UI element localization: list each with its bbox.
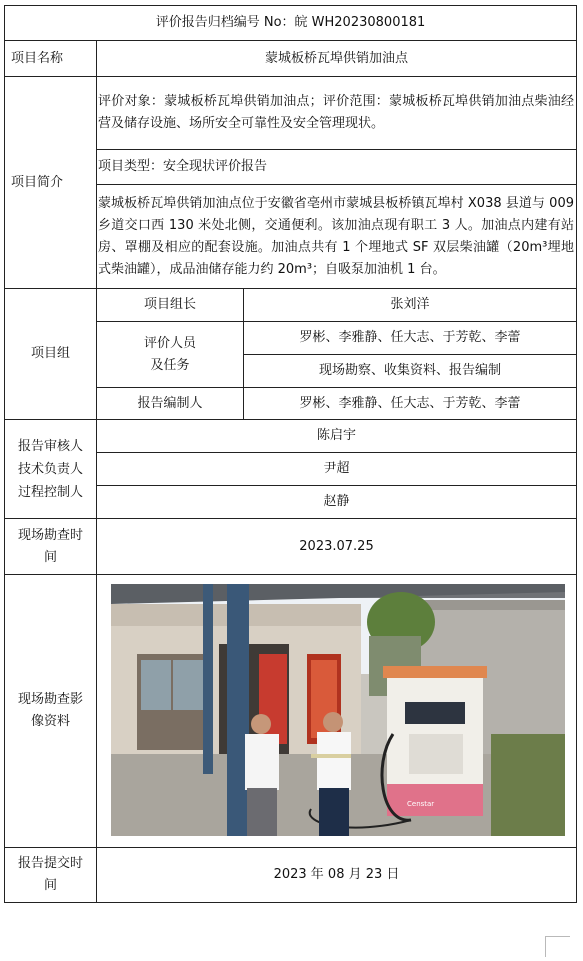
evaluator-tasks: 现场勘察、收集资料、报告编制 — [244, 355, 577, 388]
dispenser-brand-label: Censtar — [407, 800, 435, 808]
process-controller: 赵静 — [97, 486, 577, 519]
page-corner-mark — [545, 936, 570, 957]
project-team-label: 项目组 — [5, 289, 97, 420]
technical-lead: 尹超 — [97, 453, 577, 486]
submit-time-value: 2023 年 08 月 23 日 — [97, 848, 577, 903]
team-leader-label: 项目组长 — [97, 289, 244, 322]
survey-image-cell — [97, 575, 577, 848]
report-compiler-label: 报告编制人 — [97, 388, 244, 420]
survey-time-label: 现场勘查时 间 — [5, 519, 97, 575]
submit-time-label: 报告提交时 间 — [5, 848, 97, 903]
team-leader-value: 张刘洋 — [244, 289, 577, 322]
project-name-label: 项目名称 — [5, 41, 97, 77]
evaluators-value: 罗彬、李雅静、任大志、于芳乾、李蕾 — [244, 322, 577, 355]
project-name-value: 蒙城板桥瓦埠供销加油点 — [97, 41, 577, 77]
project-type: 项目类型：安全现状评价报告 — [97, 150, 577, 185]
reviewers-label: 报告审核人 技术负责人 过程控制人 — [5, 420, 97, 519]
survey-images-label: 现场勘查影 像资料 — [5, 575, 97, 848]
evaluation-scope: 评价对象：蒙城板桥瓦埠供销加油点；评价范围：蒙城板桥瓦埠供销加油点柴油经营及储存设施、场所安全可靠性及安全管理现状。 — [97, 77, 577, 150]
report-reviewer: 陈启宇 — [97, 420, 577, 453]
record-table — [4, 5, 577, 903]
project-intro-label: 项目简介 — [5, 77, 97, 289]
archive-record-document — [4, 5, 576, 903]
evaluators-label: 评价人员 及任务 — [97, 322, 244, 388]
archive-number: 评价报告归档编号 No：皖 WH20230800181 — [5, 6, 577, 41]
survey-time-value: 2023.07.25 — [97, 519, 577, 575]
report-compilers: 罗彬、李雅静、任大志、于芳乾、李蕾 — [244, 388, 577, 420]
project-description: 蒙城板桥瓦埠供销加油点位于安徽省亳州市蒙城县板桥镇瓦埠村 X038 县道与 009 乡道交口西 130 米处北侧，交通便利。该加油点现有职工 3 人。加油点内建有站房、罩棚及相应的配套设施。加油点共有 1 个埋地式 SF 双层柴油罐（20m³埋地式柴油罐），成品油储存能力约 20m³；自吸泵加油机 1 台。 — [97, 185, 577, 289]
site-survey-photo — [111, 584, 565, 836]
